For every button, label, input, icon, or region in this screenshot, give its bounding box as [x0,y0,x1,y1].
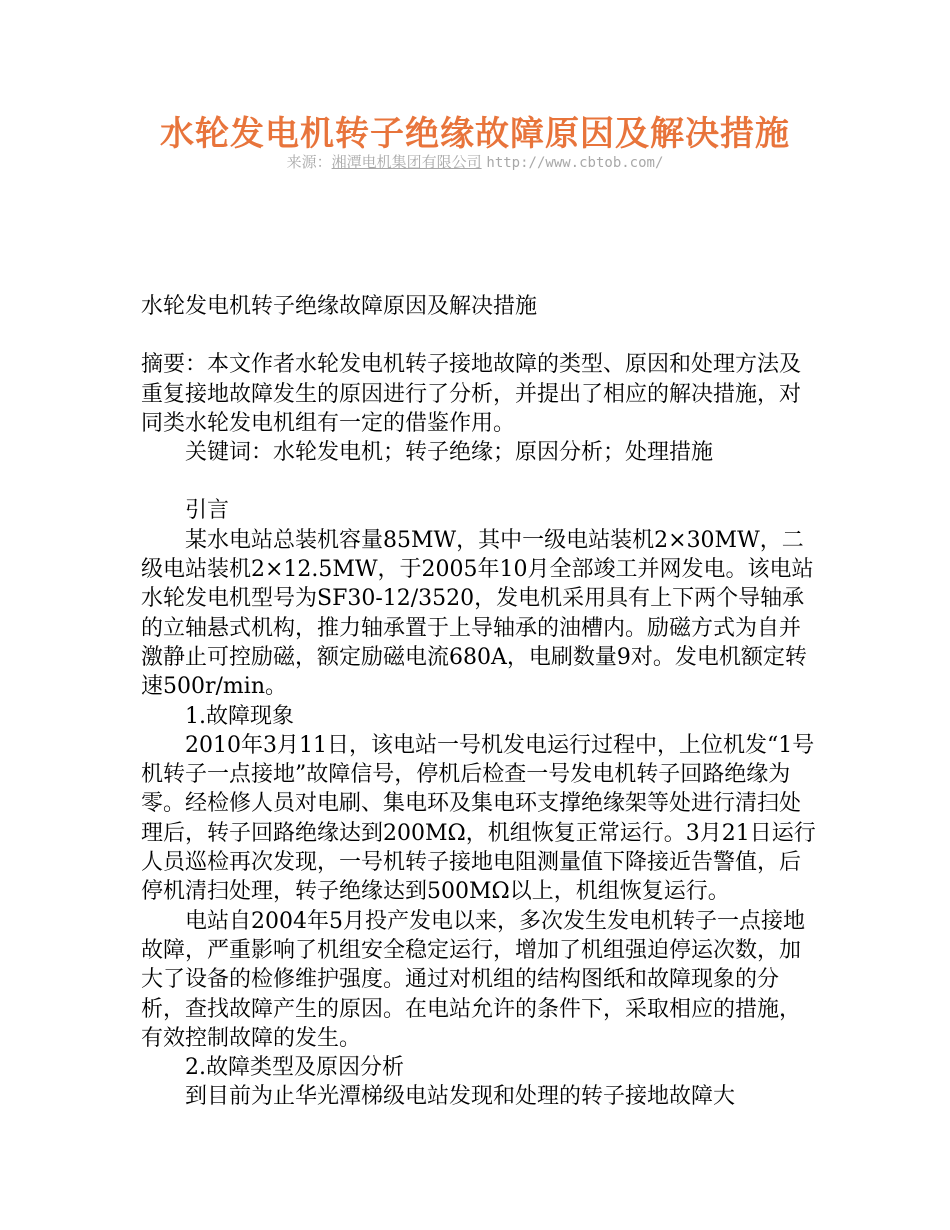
keywords-paragraph: 关键词：水轮发电机；转子绝缘；原因分析；处理措施 [185,440,714,466]
section-1-heading: 1.故障现象 [185,703,294,729]
source-company-link[interactable]: 湘潭电机集团有限公司 [331,153,482,171]
article-title: 水轮发电机转子绝缘故障原因及解决措施 [141,294,538,319]
spacer [141,321,821,350]
source-label: 来源： [286,153,332,171]
intro-heading: 引言 [185,498,230,524]
article-body [141,292,821,1112]
document-title: 水轮发电机转子绝缘故障原因及解决措施 [160,114,790,154]
abstract-paragraph: 摘要：本文作者水轮发电机转子接地故障的类型、原因和处理方法及重复接地故障发生的原因进行了分析，并提出了相应的解决措施，对同类水轮发电机组有一定的借鉴作用。 [141,352,802,436]
section-2-paragraph-1: 到目前为止华光潭梯级电站发现和处理的转子接地故障大 [185,1084,736,1110]
source-line [0,151,950,174]
source-url: http://www.cbtob.com/ [486,155,664,171]
section-1-paragraph-2: 电站自2004年5月投产发电以来，多次发生发电机转子一点接地故障，严重影响了机组安全稳定运行，增加了机组强迫停运次数，加大了设备的检修维护强度。通过对机组的结构图纸和故障现象的分析，查找故障产生的原因。在电站允许的条件下，采取相应的措施，有效控制故障的发生。 [141,908,805,1051]
intro-paragraph: 某水电站总装机容量85MW，其中一级电站装机2×30MW，二级电站装机2×12.5MW，于2005年10月全部竣工并网发电。该电站水轮发电机型号为SF30-12/3520，发电机采用具有上下两个导轴承的立轴悬式机构，推力轴承置于上导轴承的油槽内。励磁方式为自并激静止可控励磁，额定励磁电流680A，电刷数量9对。发电机额定转速500r/min。 [141,527,814,700]
section-1-paragraph-1: 2010年3月11日，该电站一号机发电运行过程中，上位机发“1号机转子一点接地”故障信号，停机后检查一号发电机转子回路绝缘为零。经检修人员对电刷、集电环及集电环支撑绝缘架等处进行清扫处理后，转子回路绝缘达到200MΩ，机组恢复正常运行。3月21日运行人员巡检再次发现，一号机转子接地电阻测量值下降接近告警值，后停机清扫处理，转子绝缘达到500MΩ以上，机组恢复运行。 [141,732,816,905]
section-2-heading: 2.故障类型及原因分析 [185,1055,404,1081]
spacer [141,467,821,496]
